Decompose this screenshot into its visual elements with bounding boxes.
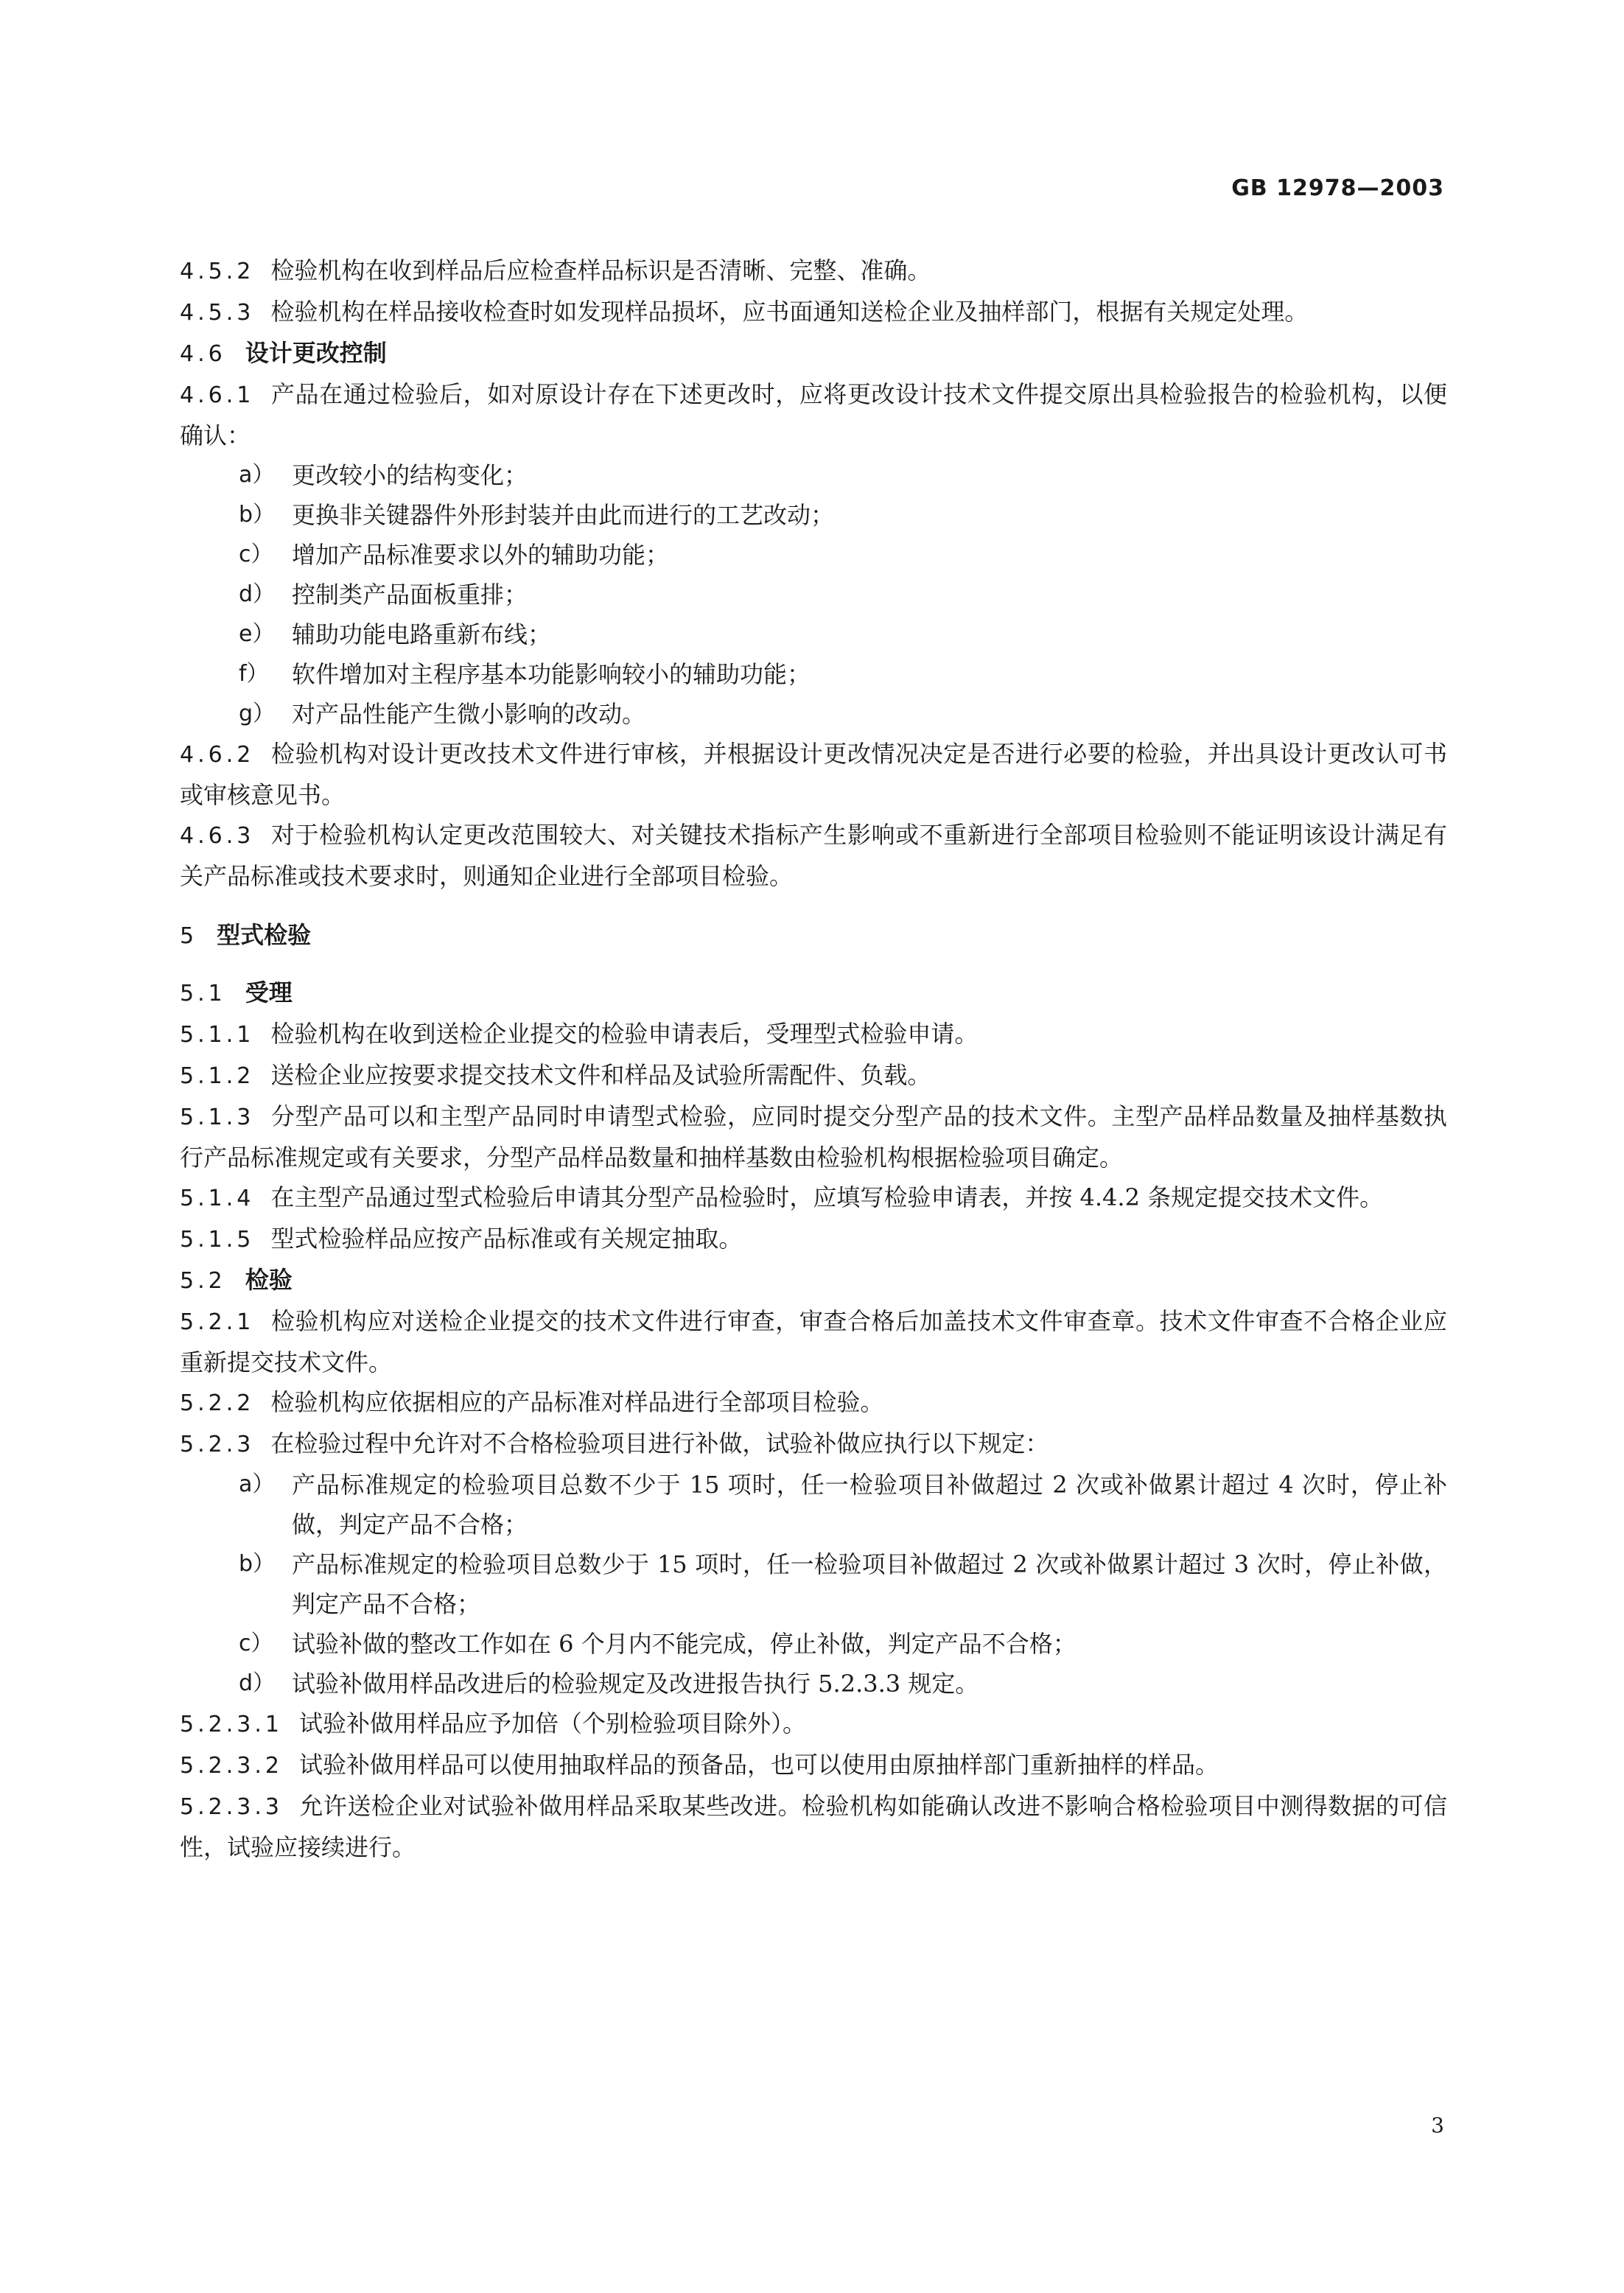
list-item [180,1664,1447,1704]
list-item [180,1465,1447,1544]
clause-number: 5.2.3.1 [180,1712,283,1737]
clause-paragraph [180,1055,1447,1096]
list-item [180,1544,1447,1624]
clause-number: 5.2.2 [180,1390,255,1416]
list-item-text: 增加产品标准要求以外的辅助功能； [292,541,670,569]
list-marker: d） [239,1670,276,1696]
list-item-text: 更换非关键器件外形封装并由此而进行的工艺改动； [292,501,835,529]
clause-number: 5.1.3 [180,1105,255,1130]
clause-number: 5.2.3.3 [180,1794,283,1820]
clause-text: 在检验过程中允许对不合格检验项目进行补做，试验补做应执行以下规定： [270,1429,1049,1457]
clause-paragraph [180,1382,1447,1424]
clause-number: 5.1.4 [180,1186,255,1211]
clause-text: 检验机构在收到送检企业提交的检验申请表后，受理型式检验申请。 [270,1020,979,1048]
clause-paragraph [180,1177,1447,1219]
list-item [180,1624,1447,1664]
list-item [180,495,1447,535]
list-item-text: 控制类产品面板重排； [292,581,528,609]
clause-paragraph [180,815,1447,896]
clause-paragraph [180,292,1447,333]
clause-text: 允许送检企业对试验补做用样品采取某些改进。检验机构如能确认改进不影响合格检验项目中测得数据的可信性，试验应接续进行。 [180,1792,1447,1861]
section-number: 5 [180,923,198,949]
standard-code: GB 12978—2003 [1231,175,1444,201]
clause-text: 试验补做用样品应予加倍（个别检验项目除外）。 [298,1709,806,1737]
list-marker: d） [239,581,276,607]
list-marker: c） [239,542,273,567]
list-item-text: 对产品性能产生微小影响的改动。 [292,700,646,728]
list-marker: f） [239,661,269,687]
list-item-text: 试验补做用样品改进后的检验规定及改进报告执行 5.2.3.3 规定。 [292,1670,979,1698]
clause-number: 5.2.1 [180,1309,255,1335]
clause-text: 检验机构应对送检企业提交的技术文件进行审查，审查合格后加盖技术文件审查章。技术文件审查不合格企业应重新提交技术文件。 [180,1307,1447,1376]
section-title: 设计更改控制 [245,339,387,367]
list-marker: e） [239,621,275,647]
clause-text: 产品在通过检验后，如对原设计存在下述更改时，应将更改设计技术文件提交原出具检验报告的检验机构，以便确认： [180,380,1447,449]
list-item [180,575,1447,615]
list-item [180,615,1447,654]
list-marker: g） [239,701,276,727]
document-body [180,251,1447,1867]
clause-text: 对于检验机构认定更改范围较大、对关键技术指标产生影响或不重新进行全部项目检验则不能证明该设计满足有关产品标准或技术要求时，则通知企业进行全部项目检验。 [180,821,1447,890]
clause-number: 4.6.2 [180,742,255,768]
section-title: 受理 [245,979,293,1007]
clause-paragraph [180,1096,1447,1177]
list-marker: a） [239,462,275,488]
clause-text: 试验补做用样品可以使用抽取样品的预备品，也可以使用由原抽样部门重新抽样的样品。 [298,1751,1219,1779]
clause-text: 在主型产品通过型式检验后申请其分型产品检验时，应填写检验申请表，并按 4.4.2 条规定提交技术文件。 [270,1183,1384,1211]
section-heading [180,1260,1447,1301]
clause-number: 5.2.3.2 [180,1753,283,1779]
section-heading [180,973,1447,1014]
list-item [180,694,1447,734]
list-item [180,654,1447,694]
list-item-text: 辅助功能电路重新布线； [292,620,552,648]
spacer [180,956,1447,973]
clause-paragraph [180,1301,1447,1382]
section-number: 5.2 [180,1268,226,1294]
list-item [180,535,1447,575]
clause-paragraph [180,1424,1447,1465]
clause-paragraph [180,251,1447,292]
clause-text: 分型产品可以和主型产品同时申请型式检验，应同时提交分型产品的技术文件。主型产品样品数量及抽样基数执行产品标准规定或有关要求，分型产品样品数量和抽样基数由检验机构根据检验项目确定。 [180,1102,1447,1172]
clause-text: 检验机构在样品接收检查时如发现样品损坏，应书面通知送检企业及抽样部门，根据有关规定处理。 [270,298,1309,326]
clause-paragraph [180,1014,1447,1055]
clause-number: 4.5.2 [180,259,255,284]
list-item [180,455,1447,495]
section-title: 型式检验 [217,921,312,949]
clause-paragraph [180,1745,1447,1786]
clause-text: 检验机构应依据相应的产品标准对样品进行全部项目检验。 [270,1388,884,1416]
clause-number: 4.6.3 [180,823,255,849]
clause-number: 5.1.2 [180,1063,255,1089]
list-marker: a） [239,1471,275,1497]
list-marker: b） [239,1551,276,1577]
list-item-text: 软件增加对主程序基本功能影响较小的辅助功能； [292,660,811,688]
list-item-text: 产品标准规定的检验项目总数少于 15 项时，任一检验项目补做超过 2 次或补做累计超过 3 次时，停止补做，判定产品不合格； [292,1550,1447,1618]
clause-number: 4.5.3 [180,300,255,326]
section-number: 5.1 [180,981,226,1007]
clause-paragraph [180,1219,1447,1260]
section-heading [180,915,1447,956]
clause-number: 5.1.1 [180,1022,255,1048]
section-heading [180,333,1447,374]
clause-text: 型式检验样品应按产品标准或有关规定抽取。 [270,1225,743,1253]
clause-number: 4.6.1 [180,382,255,408]
clause-number: 5.2.3 [180,1432,255,1457]
clause-text: 送检企业应按要求提交技术文件和样品及试验所需配件、负载。 [270,1061,931,1089]
clause-paragraph [180,1786,1447,1867]
list-marker: c） [239,1631,273,1656]
list-marker: b） [239,502,276,528]
clause-paragraph [180,374,1447,455]
clause-text: 检验机构在收到样品后应检查样品标识是否清晰、完整、准确。 [270,256,931,284]
section-title: 检验 [245,1266,293,1294]
clause-paragraph [180,734,1447,815]
clause-text: 检验机构对设计更改技术文件进行审核，并根据设计更改情况决定是否进行必要的检验，并出具设计更改认可书或审核意见书。 [180,740,1447,809]
page-number: 3 [1431,2113,1444,2138]
spacer [180,896,1447,915]
list-item-text: 产品标准规定的检验项目总数不少于 15 项时，任一检验项目补做超过 2 次或补做累计超过 4 次时，停止补做，判定产品不合格； [292,1471,1447,1538]
list-item-text: 更改较小的结构变化； [292,461,528,489]
clause-paragraph [180,1704,1447,1745]
list-item-text: 试验补做的整改工作如在 6 个月内不能完成，停止补做，判定产品不合格； [292,1630,1077,1658]
section-number: 4.6 [180,341,226,367]
clause-number: 5.1.5 [180,1227,255,1253]
